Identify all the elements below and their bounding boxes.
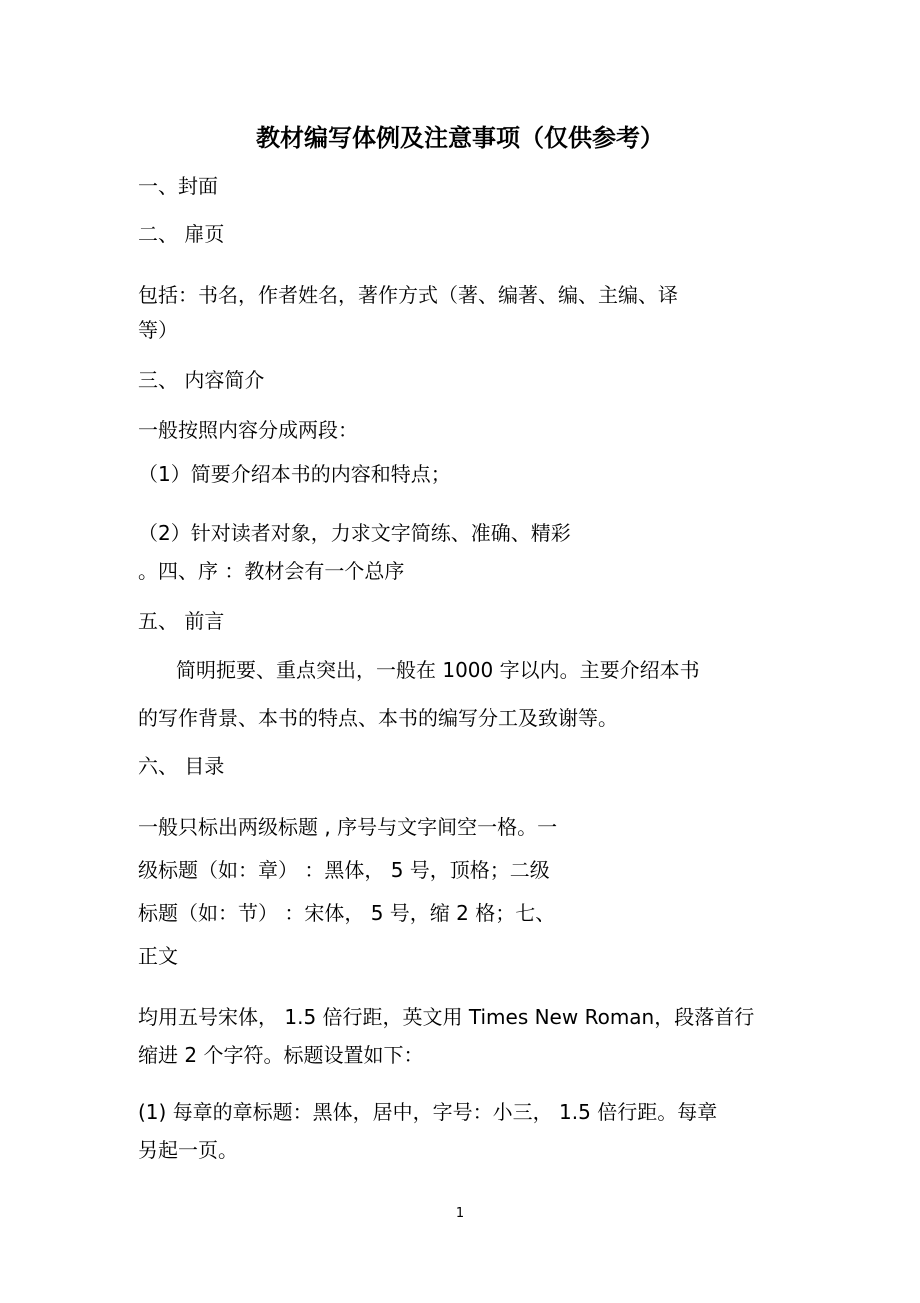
heading-title-page: 二、 扉页 bbox=[138, 222, 225, 246]
paragraph-summary-intro: 一般按照内容分成两段： bbox=[138, 418, 358, 442]
paragraph-body-line-1: 均用五号宋体， 1.5 倍行距，英文用 Times New Roman，段落首行 bbox=[138, 1005, 755, 1029]
paragraph-foreword-line-1: 简明扼要、重点突出，一般在 1000 字以内。主要介绍本书 bbox=[176, 658, 700, 682]
heading-contents: 六、 目录 bbox=[138, 754, 225, 778]
paragraph-contents-line-2: 级标题（如：章） ：黑体， 5 号，顶格；二级 bbox=[138, 858, 550, 882]
paragraph-body-line-2: 缩进 2 个字符。标题设置如下： bbox=[138, 1043, 424, 1067]
paragraph-foreword-line-2: 的写作背景、本书的特点、本书的编写分工及致谢等。 bbox=[138, 706, 618, 730]
heading-cover: 一、封面 bbox=[138, 174, 218, 198]
paragraph-chapter-title-line-2: 另起一页。 bbox=[138, 1138, 238, 1162]
heading-body-text: 正文 bbox=[138, 944, 178, 968]
paragraph-contents-line-1: 一般只标出两级标题 , 序号与文字间空一格。一 bbox=[138, 815, 558, 839]
paragraph-contents-line-3: 标题（如：节） ：宋体， 5 号，缩 2 格；七、 bbox=[138, 901, 556, 925]
heading-summary: 三、 内容简介 bbox=[138, 368, 265, 392]
list-item-summary-2: （2）针对读者对象，力求文字简练、准确、精彩 bbox=[138, 521, 571, 545]
list-item-summary-1: （1）简要介绍本书的内容和特点； bbox=[138, 462, 451, 486]
paragraph-title-page-line-1: 包括：书名，作者姓名，著作方式（著、编著、编、主编、译 bbox=[138, 283, 678, 307]
paragraph-title-page-line-2: 等） bbox=[138, 318, 178, 342]
page-number: 1 bbox=[455, 1206, 465, 1221]
heading-preface-sequence: 。四、序 ：教材会有一个总序 bbox=[138, 559, 405, 583]
heading-foreword: 五、 前言 bbox=[138, 609, 225, 633]
paragraph-chapter-title-line-1: (1) 每章的章标题：黑体，居中，字号：小三， 1.5 倍行距。每章 bbox=[138, 1100, 718, 1124]
document-title: 教材编写体例及注意事项（仅供参考） bbox=[256, 124, 664, 152]
